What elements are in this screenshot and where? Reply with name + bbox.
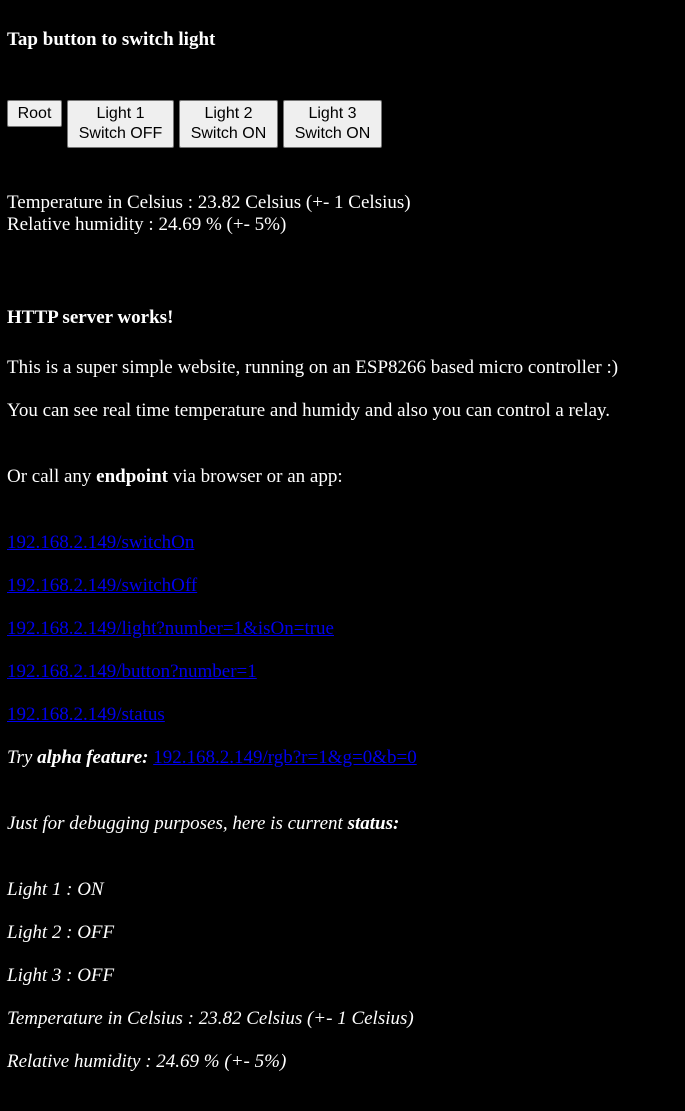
root-button-label: Root	[17, 104, 52, 122]
debug-light-1: Light 1 : ON	[7, 879, 104, 900]
debug-light-3: Light 3 : OFF	[7, 965, 115, 986]
light-2-button-action: Switch ON	[190, 125, 267, 142]
debug-light-2: Light 2 : OFF	[7, 922, 115, 943]
endpoint-link-status[interactable]: 192.168.2.149/status	[7, 704, 165, 725]
humidity-reading: Relative humidity : 24.69 % (+- 5%)	[7, 214, 287, 235]
debug-keyword: status:	[347, 813, 400, 834]
server-title: HTTP server works!	[7, 307, 174, 328]
endpoint-link-switch-on[interactable]: 192.168.2.149/switchOn	[7, 532, 195, 553]
root-button[interactable]	[7, 100, 62, 127]
light-2-button[interactable]	[179, 100, 278, 148]
alpha-feature-line	[7, 747, 417, 769]
page-title: Tap button to switch light	[7, 29, 216, 50]
endpoint-link-button[interactable]: 192.168.2.149/button?number=1	[7, 661, 257, 682]
alpha-keyword: alpha feature:	[37, 747, 149, 768]
debug-intro-prefix: Just for debugging purposes, here is current	[7, 813, 348, 834]
endpoint-link-switch-off[interactable]: 192.168.2.149/switchOff	[7, 575, 198, 596]
description-text: You can see real time temperature and humidy and also you can control a relay.	[7, 400, 611, 421]
debug-intro	[7, 813, 399, 835]
light-3-button[interactable]	[283, 100, 382, 148]
endpoint-keyword: endpoint	[96, 466, 168, 487]
temperature-reading: Temperature in Celsius : 23.82 Celsius (+- 1 Celsius)	[7, 192, 411, 213]
endpoint-link-light[interactable]: 192.168.2.149/light?number=1&isOn=true	[7, 618, 334, 639]
endpoint-intro	[7, 466, 343, 488]
alpha-feature-link[interactable]: 192.168.2.149/rgb?r=1&g=0&b=0	[153, 747, 417, 768]
debug-humidity: Relative humidity : 24.69 % (+- 5%)	[7, 1051, 287, 1072]
debug-temperature: Temperature in Celsius : 23.82 Celsius (+- 1 Celsius)	[7, 1008, 414, 1029]
light-1-button-action: Switch OFF	[78, 125, 163, 142]
intro-text: This is a super simple website, running on an ESP8266 based micro controller :)	[7, 357, 619, 378]
light-2-button-name: Light 2	[204, 105, 253, 122]
endpoint-intro-prefix: Or call any	[7, 466, 97, 487]
endpoint-intro-suffix: via browser or an app:	[167, 466, 343, 487]
light-1-button-name: Light 1	[96, 105, 145, 122]
alpha-prefix: Try	[7, 747, 38, 768]
light-1-button[interactable]	[67, 100, 174, 148]
light-3-button-action: Switch ON	[294, 125, 371, 142]
light-3-button-name: Light 3	[308, 105, 357, 122]
